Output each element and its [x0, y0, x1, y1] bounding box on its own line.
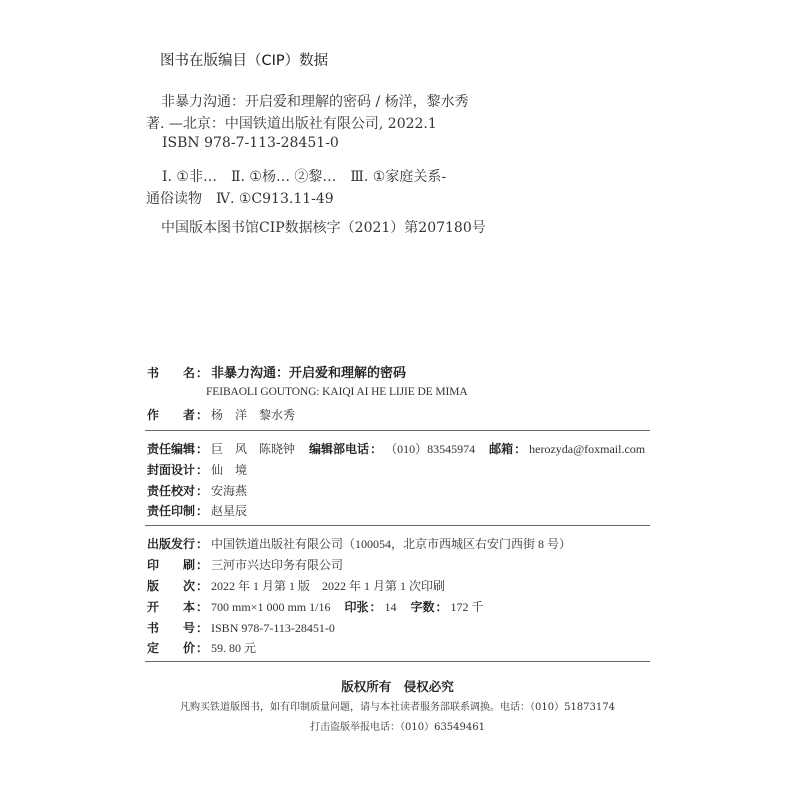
book-title-value: 非暴力沟通：开启爱和理解的密码 [211, 366, 407, 381]
cip-title: 图书在版编目（CIP）数据 [160, 53, 329, 69]
label-char: 号 [182, 621, 195, 635]
staff-value: 赵星辰 [211, 504, 248, 518]
staff-row-editor [147, 440, 645, 457]
copyright-notice: 版权所有 侵权必究 [341, 679, 454, 694]
label-char: 开 [147, 600, 160, 614]
cip-line-classification: 通俗读物 Ⅳ. ①C913.11-49 [146, 191, 334, 207]
colon: ： [196, 504, 209, 518]
book-title-pinyin: FEIBAOLI GOUTONG: KAIQI AI HE LIJIE DE MIMA [206, 386, 468, 398]
colon: ： [435, 600, 448, 614]
colon: ： [196, 442, 209, 456]
label-char: 定 [147, 641, 160, 655]
cip-line-record-number: 中国版本图书馆CIP数据核字（2021）第207180号 [161, 220, 486, 236]
editorial-phone-label: 编辑部电话 [309, 442, 370, 456]
colon: ： [196, 621, 209, 635]
label-char: 书 [147, 621, 160, 635]
staff-label: 责任印制 [147, 504, 196, 518]
sheets-label: 印张 [344, 600, 369, 614]
label-char: 印 [147, 558, 160, 572]
divider-1 [145, 430, 650, 431]
edition-label [147, 577, 195, 594]
label-char: 书 [147, 366, 160, 380]
colon: ： [196, 600, 209, 614]
book-title-row [147, 362, 406, 381]
email-value[interactable]: herozyda@foxmail.com [529, 442, 646, 456]
colon: ： [196, 641, 209, 655]
label-char: 作 [147, 408, 160, 422]
author-value: 杨 洋 黎水秀 [211, 408, 296, 422]
author-row [147, 406, 295, 423]
price-label [147, 639, 195, 656]
divider-2 [145, 525, 650, 526]
label-char: 刷 [182, 558, 195, 572]
colon: ： [514, 442, 527, 456]
price-row [147, 639, 256, 656]
label-char: 版 [147, 579, 160, 593]
staff-value: 安海燕 [211, 484, 248, 498]
publisher-row [147, 535, 571, 552]
cip-line-isbn: ISBN 978-7-113-28451-0 [162, 135, 339, 151]
isbn-row [147, 619, 335, 636]
label-char: 本 [182, 600, 195, 614]
cip-line-subjects: Ⅰ. ①非… Ⅱ. ①杨… ②黎… Ⅲ. ①家庭关系- [162, 169, 447, 185]
editorial-phone-value: （010）83545974 [385, 442, 476, 456]
quality-notice: 凡购买铁道版图书，如有印制质量问题，请与本社读者服务部联系调换。电话：（010）51873174 [180, 702, 615, 713]
price-value: 59. 80 元 [211, 641, 257, 655]
staff-label: 责任校对 [147, 484, 196, 498]
divider-3 [145, 661, 650, 662]
staff-label: 责任编辑 [147, 442, 196, 456]
isbn-value: ISBN 978-7-113-28451-0 [211, 621, 335, 635]
format-row [147, 598, 484, 615]
cip-line-title-author: 非暴力沟通：开启爱和理解的密码 / 杨洋，黎水秀 [161, 94, 469, 110]
format-value: 700 mm×1 000 mm 1/16 [211, 600, 331, 614]
cip-line-publisher: 著. —北京：中国铁道出版社有限公司, 2022.1 [146, 116, 437, 132]
colon: ： [196, 558, 209, 572]
colon: ： [196, 408, 209, 422]
publisher-label: 出版发行 [147, 537, 196, 551]
colon: ： [370, 442, 383, 456]
staff-row-proofreader [147, 482, 247, 499]
edition-row [147, 577, 445, 594]
publisher-value: 中国铁道出版社有限公司（100054，北京市西城区右安门西街 8 号） [211, 537, 572, 551]
edition-value: 2022 年 1 月第 1 版 2022 年 1 月第 1 次印刷 [211, 579, 446, 593]
printer-label [147, 556, 195, 573]
staff-row-printing [147, 502, 247, 519]
colon: ： [196, 366, 209, 380]
words-label: 字数 [410, 600, 435, 614]
staff-value: 仙 境 [211, 463, 248, 477]
colon: ： [369, 600, 382, 614]
colon: ： [196, 537, 209, 551]
format-label [147, 598, 195, 615]
book-title-label [147, 364, 195, 381]
colon: ： [196, 579, 209, 593]
label-char: 者 [182, 408, 195, 422]
colon: ： [196, 484, 209, 498]
label-char: 名 [182, 366, 195, 380]
label-char: 价 [182, 641, 195, 655]
staff-value: 巨 风 陈晓钟 [211, 442, 296, 456]
colon: ： [196, 463, 209, 477]
staff-row-cover-design [147, 461, 247, 478]
sheets-value: 14 [384, 600, 397, 614]
isbn-label [147, 619, 195, 636]
email-label: 邮箱 [489, 442, 514, 456]
author-label [147, 406, 195, 423]
words-value: 172 千 [450, 600, 484, 614]
label-char: 次 [182, 579, 195, 593]
printer-value: 三河市兴达印务有限公司 [211, 558, 344, 572]
piracy-hotline: 打击盗版举报电话：（010）63549461 [310, 722, 485, 733]
staff-label: 封面设计 [147, 463, 196, 477]
printer-row [147, 556, 343, 573]
